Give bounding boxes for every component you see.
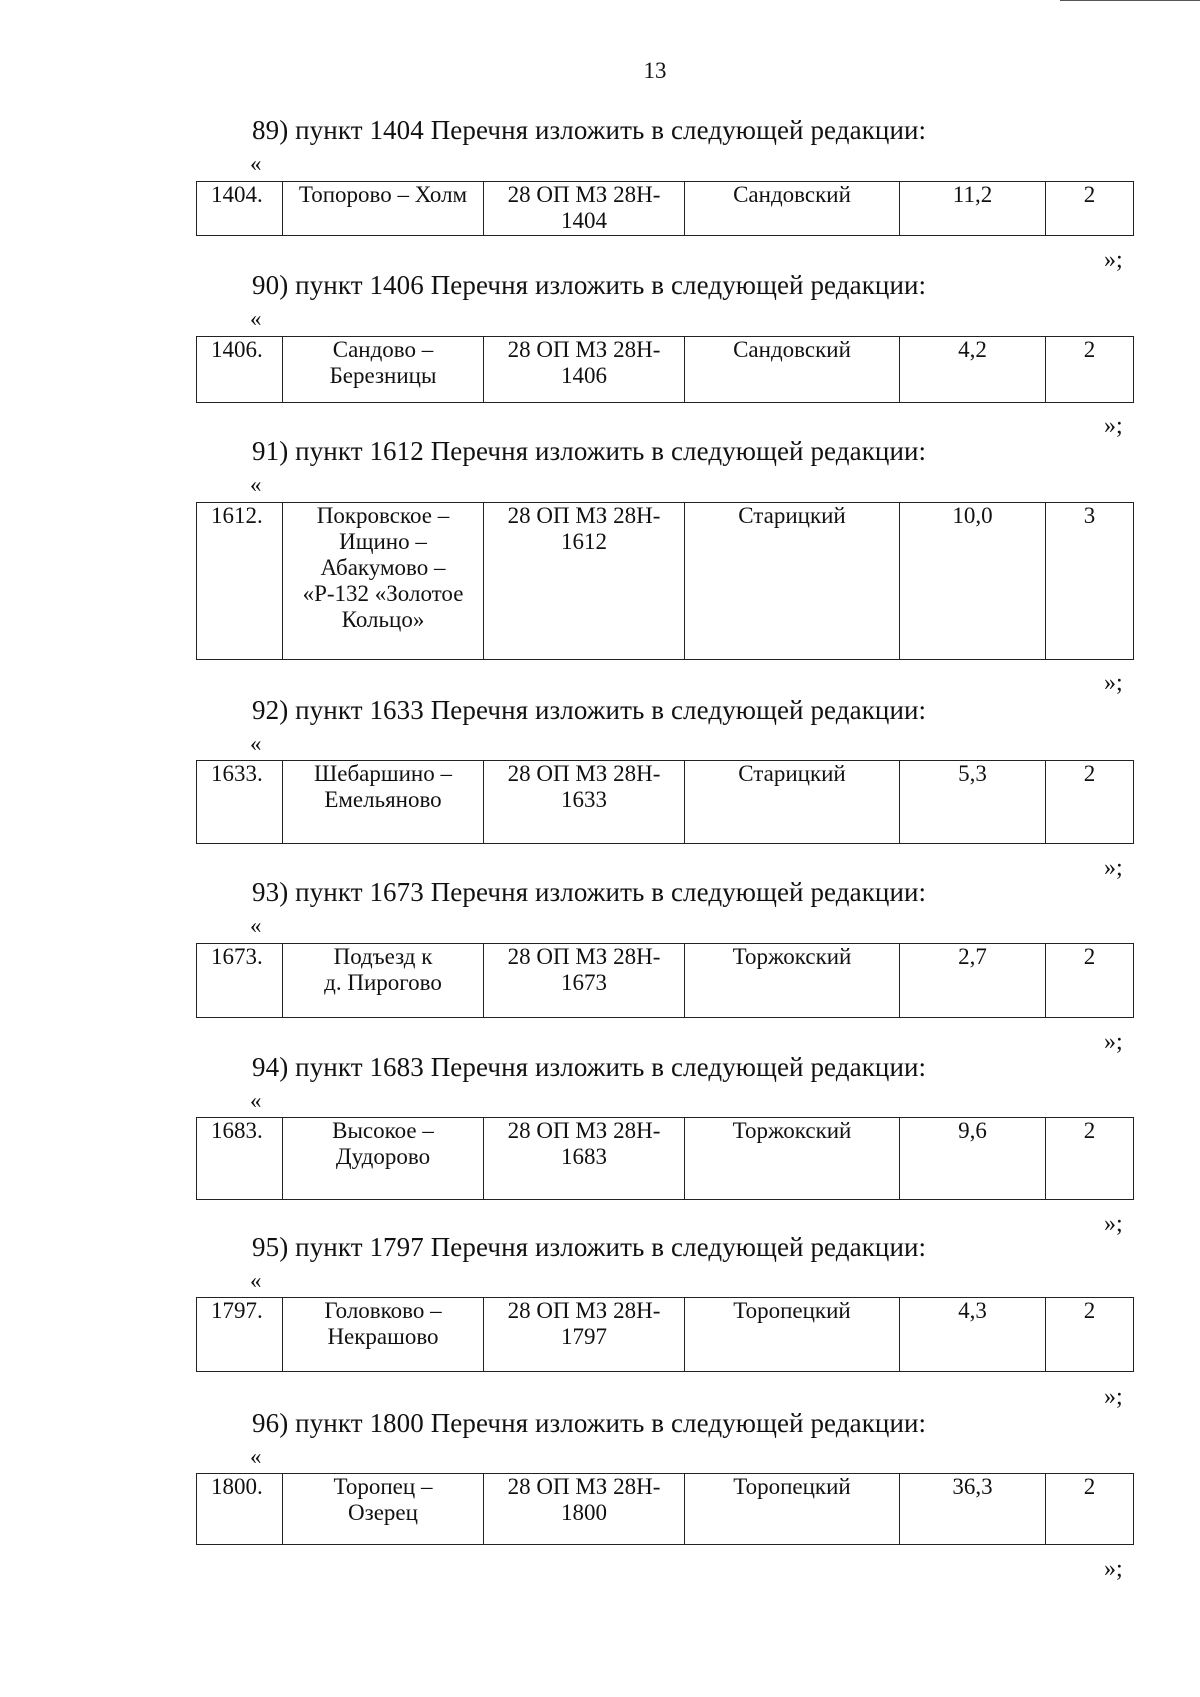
length-cell: 2,7: [900, 944, 1046, 1018]
category-cell: 2: [1046, 1298, 1134, 1372]
road-name-line: Высокое –: [332, 1118, 434, 1143]
amendment-heading: 93) пункт 1673 Перечня изложить в следующей редакции:: [252, 877, 927, 907]
road-name-cell: [283, 1118, 484, 1200]
open-quote-mark: «: [250, 306, 262, 331]
close-quote-mark: »;: [1104, 1556, 1123, 1582]
table-row: [197, 761, 1134, 844]
road-code-cell: [484, 1298, 685, 1372]
road-code-line: 28 ОП МЗ 28Н-: [507, 337, 661, 362]
road-code-cell: [484, 761, 685, 844]
table-row: [197, 337, 1134, 403]
road-name-line: Березницы: [329, 363, 437, 388]
entry-number-cell: 1404.: [197, 182, 283, 236]
amendment-heading: 92) пункт 1633 Перечня изложить в следующей редакции:: [252, 695, 927, 725]
road-code-line: 28 ОП МЗ 28Н-: [507, 944, 661, 969]
road-code-line: 28 ОП МЗ 28Н-: [507, 761, 661, 786]
open-quote-mark: «: [250, 1268, 262, 1293]
open-quote-mark: «: [250, 1088, 262, 1113]
category-cell: 3: [1046, 503, 1134, 660]
road-name-cell: [283, 337, 484, 403]
entry-number-cell: 1612.: [197, 503, 283, 660]
length-cell: 9,6: [900, 1118, 1046, 1200]
road-name-line: Кольцо»: [341, 607, 425, 632]
road-code-line: 28 ОП МЗ 28Н-: [507, 503, 661, 528]
entry-number-cell: 1797.: [197, 1298, 283, 1372]
district-cell: Торопецкий: [685, 1474, 900, 1545]
road-code-line: 1800: [561, 1500, 607, 1525]
scan-edge-line: [1060, 0, 1200, 1]
amendment-heading: 91) пункт 1612 Перечня изложить в следующей редакции:: [252, 436, 927, 466]
entry-number-cell: 1800.: [197, 1474, 283, 1545]
road-entry-table: [196, 336, 1134, 403]
amendment-heading: 96) пункт 1800 Перечня изложить в следующей редакции:: [252, 1408, 927, 1438]
table-row: [197, 503, 1134, 660]
road-code-cell: [484, 1474, 685, 1545]
road-name-line: Топорово – Холм: [298, 182, 468, 207]
length-cell: 10,0: [900, 503, 1046, 660]
close-quote-mark: »;: [1104, 1384, 1123, 1410]
length-cell: 4,2: [900, 337, 1046, 403]
category-cell: 2: [1046, 337, 1134, 403]
road-entry-table: [196, 1117, 1134, 1200]
amendment-heading: 95) пункт 1797 Перечня изложить в следующей редакции:: [252, 1232, 927, 1262]
length-cell: 11,2: [900, 182, 1046, 236]
road-name-line: Торопец –: [333, 1474, 433, 1499]
road-name-line: д. Пирогово: [324, 970, 442, 995]
close-quote-mark: »;: [1104, 855, 1123, 881]
district-cell: Сандовский: [685, 182, 900, 236]
category-cell: 2: [1046, 1118, 1134, 1200]
road-entry-table: [196, 181, 1134, 236]
open-quote-mark: «: [250, 1444, 262, 1469]
road-name-line: Покровское –: [316, 503, 450, 528]
category-cell: 2: [1046, 944, 1134, 1018]
road-name-cell: [283, 1474, 484, 1545]
open-quote-mark: «: [250, 913, 262, 938]
road-code-cell: [484, 182, 685, 236]
road-code-line: 1797: [561, 1324, 607, 1349]
entry-number-cell: 1673.: [197, 944, 283, 1018]
close-quote-mark: »;: [1104, 413, 1123, 439]
district-cell: Торжокский: [685, 944, 900, 1018]
road-code-line: 28 ОП МЗ 28Н-: [507, 1118, 661, 1143]
road-name-line: Подъезд к: [333, 944, 433, 969]
close-quote-mark: »;: [1104, 670, 1123, 696]
road-code-line: 1406: [561, 363, 607, 388]
close-quote-mark: »;: [1104, 1029, 1123, 1055]
district-cell: Старицкий: [685, 761, 900, 844]
road-code-cell: [484, 337, 685, 403]
page-number: 13: [643, 58, 667, 83]
road-code-line: 1633: [561, 787, 607, 812]
road-name-cell: [283, 761, 484, 844]
open-quote-mark: «: [250, 731, 262, 756]
road-code-cell: [484, 1118, 685, 1200]
road-name-line: Абакумово –: [320, 555, 446, 580]
district-cell: Старицкий: [685, 503, 900, 660]
amendment-heading: 90) пункт 1406 Перечня изложить в следующей редакции:: [252, 270, 927, 300]
entry-number-cell: 1683.: [197, 1118, 283, 1200]
length-cell: 5,3: [900, 761, 1046, 844]
road-name-line: Шебаршино –: [314, 761, 452, 786]
road-code-line: 28 ОП МЗ 28Н-: [507, 1474, 661, 1499]
road-name-line: Емельяново: [324, 787, 442, 812]
table-row: [197, 1298, 1134, 1372]
category-cell: 2: [1046, 761, 1134, 844]
road-entry-table: [196, 502, 1134, 660]
district-cell: Торжокский: [685, 1118, 900, 1200]
road-name-line: Ищино –: [339, 529, 427, 554]
road-entry-table: [196, 1297, 1134, 1372]
road-code-line: 28 ОП МЗ 28Н-: [507, 182, 661, 207]
road-code-line: 1612: [561, 529, 607, 554]
road-name-line: Сандово –: [332, 337, 434, 362]
road-entry-table: [196, 760, 1134, 844]
road-name-cell: [283, 503, 484, 660]
table-row: [197, 1474, 1134, 1545]
table-row: [197, 944, 1134, 1018]
district-cell: Сандовский: [685, 337, 900, 403]
amendment-heading: 94) пункт 1683 Перечня изложить в следующей редакции:: [252, 1052, 927, 1082]
category-cell: 2: [1046, 1474, 1134, 1545]
road-name-line: «Р-132 «Золотое: [302, 581, 464, 606]
open-quote-mark: «: [250, 472, 262, 497]
district-cell: Торопецкий: [685, 1298, 900, 1372]
road-entry-table: [196, 943, 1134, 1018]
road-code-line: 1404: [561, 208, 607, 233]
road-name-line: Некрашово: [327, 1324, 439, 1349]
road-name-line: Дудорово: [335, 1144, 431, 1169]
road-entry-table: [196, 1473, 1134, 1545]
road-name-line: Головково –: [324, 1298, 442, 1323]
road-name-cell: [283, 182, 484, 236]
road-name-cell: [283, 1298, 484, 1372]
road-code-line: 1683: [561, 1144, 607, 1169]
table-row: [197, 182, 1134, 236]
road-name-line: Озерец: [348, 1500, 418, 1525]
open-quote-mark: «: [250, 151, 262, 176]
entry-number-cell: 1633.: [197, 761, 283, 844]
road-code-line: 1673: [561, 970, 607, 995]
entry-number-cell: 1406.: [197, 337, 283, 403]
road-name-cell: [283, 944, 484, 1018]
road-code-line: 28 ОП МЗ 28Н-: [507, 1298, 661, 1323]
road-code-cell: [484, 944, 685, 1018]
length-cell: 36,3: [900, 1474, 1046, 1545]
amendment-heading: 89) пункт 1404 Перечня изложить в следующей редакции:: [252, 115, 927, 145]
category-cell: 2: [1046, 182, 1134, 236]
close-quote-mark: »;: [1104, 247, 1123, 273]
table-row: [197, 1118, 1134, 1200]
length-cell: 4,3: [900, 1298, 1046, 1372]
road-code-cell: [484, 503, 685, 660]
close-quote-mark: »;: [1104, 1211, 1123, 1237]
